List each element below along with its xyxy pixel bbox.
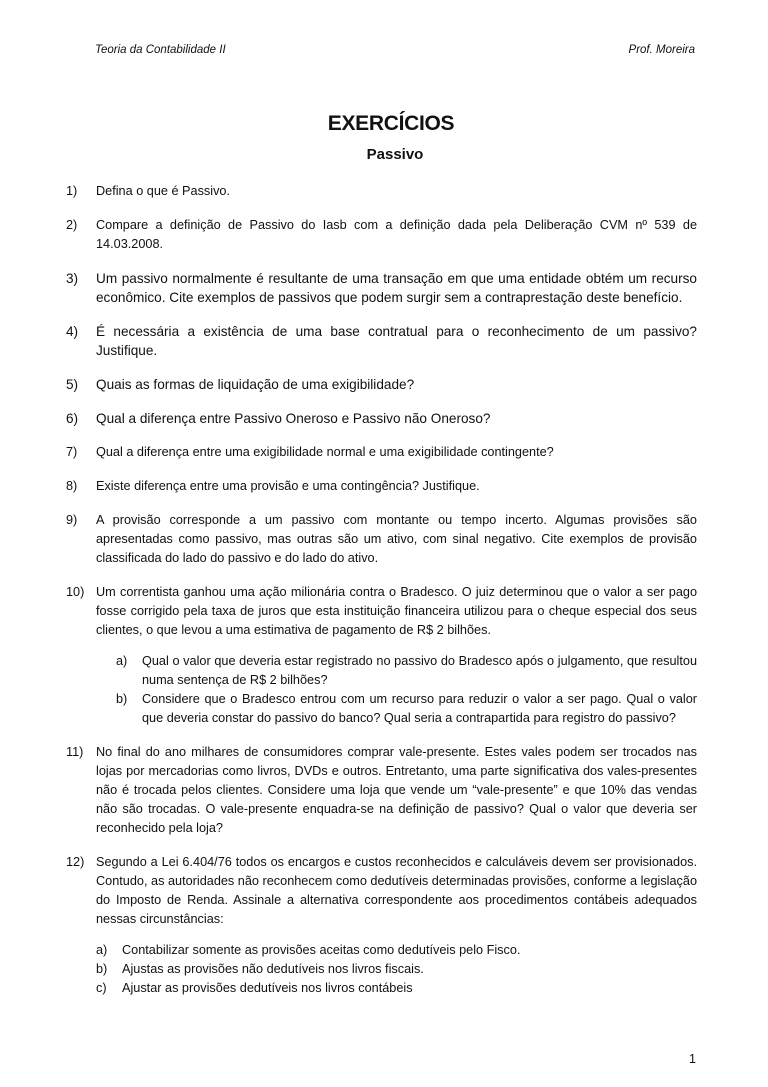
option-text: Ajustas as provisões não dedutíveis nos livros fiscais. xyxy=(122,962,424,976)
page-subtitle: Passivo xyxy=(366,146,424,163)
question-text: A provisão corresponde a um passivo com montante ou tempo incerto. Algumas provisões são apresentadas como passivo, mas outras são um ativo, com sinal negativo. Cite exemplos de provisão classificada do lado do passivo e do lado do ativo. xyxy=(96,513,697,565)
question-item xyxy=(66,216,697,254)
question-item xyxy=(66,375,697,394)
question-item xyxy=(66,269,697,307)
question-item xyxy=(66,853,697,998)
question-number: 8) xyxy=(66,479,78,493)
question-number: 6) xyxy=(66,411,79,426)
question-number: 5) xyxy=(66,377,79,392)
question-item xyxy=(66,322,697,360)
answer-options xyxy=(96,941,697,998)
sub-question-text: Considere que o Bradesco entrou com um recurso para reduzir o valor a ser pago. Qual o valor que deveria constar do passivo do banco? Qual seria a contrapartida para registro do passivo? xyxy=(142,692,697,725)
question-text: Quais as formas de liquidação de uma exigibilidade? xyxy=(96,377,415,392)
question-text: Defina o que é Passivo. xyxy=(96,184,231,198)
sub-question-label: a) xyxy=(116,654,128,668)
answer-option xyxy=(96,941,697,960)
question-number: 12) xyxy=(66,855,85,869)
question-list xyxy=(66,182,697,1013)
option-text: Contabilizar somente as provisões aceitas como dedutíveis pelo Fisco. xyxy=(122,943,521,957)
question-item xyxy=(66,583,697,728)
answer-option xyxy=(96,979,697,998)
sub-question-text: Qual o valor que deveria estar registrado no passivo do Bradesco após o julgamento, que resultou numa sentença de R$ 2 bilhões? xyxy=(142,654,697,687)
sub-question-item xyxy=(116,690,697,728)
question-text: Existe diferença entre uma provisão e uma contingência? Justifique. xyxy=(96,479,480,493)
question-text: Um passivo normalmente é resultante de uma transação em que uma entidade obtém um recurso econômico. Cite exemplos de passivos que podem surgir sem a contraprestação deste benefício. xyxy=(96,271,697,305)
question-text: Qual a diferença entre Passivo Oneroso e Passivo não Oneroso? xyxy=(96,411,491,426)
option-label: b) xyxy=(96,962,108,976)
question-item xyxy=(66,743,697,838)
question-text: É necessária a existência de uma base contratual para o reconhecimento de um passivo? Justifique. xyxy=(96,324,697,358)
question-number: 4) xyxy=(66,324,79,339)
question-text: Um correntista ganhou uma ação milionária contra o Bradesco. O juiz determinou que o valor a ser pago fosse corrigido pela taxa de juros que esta instituição financeira utilizou para o cheque especial dos seus clientes, o que levou a uma estimativa de pagamento de R$ 2 bilhões. xyxy=(96,585,697,637)
header-course: Teoria da Contabilidade II xyxy=(95,44,226,56)
question-item xyxy=(66,477,697,496)
question-text: Compare a definição de Passivo do Iasb com a definição dada pela Deliberação CVM nº 539 de 14.03.2008. xyxy=(96,218,697,251)
question-number: 9) xyxy=(66,513,78,527)
question-number: 11) xyxy=(66,745,84,759)
question-text: No final do ano milhares de consumidores comprar vale-presente. Estes vales podem ser trocados nas lojas por mercadorias como livros, DVDs e outros. Entretanto, uma parte significativa dos vales-presentes não é trocada pelos clientes. Considere uma loja que vende um “vale-presente” e que 10% das vendas não são trocadas. O vale-presente enquadra-se na definição de passivo? Qual o valor que deveria ser reconhecido pela loja? xyxy=(96,745,697,835)
question-number: 2) xyxy=(66,218,78,232)
option-label: c) xyxy=(96,981,107,995)
question-number: 7) xyxy=(66,445,78,459)
question-item xyxy=(66,511,697,568)
page-title: EXERCÍCIOS xyxy=(327,112,455,135)
option-label: a) xyxy=(96,943,108,957)
question-number: 10) xyxy=(66,585,85,599)
question-number: 3) xyxy=(66,271,79,286)
question-number: 1) xyxy=(66,184,78,198)
header-professor: Prof. Moreira xyxy=(628,44,695,56)
option-text: Ajustar as provisões dedutíveis nos livros contábeis xyxy=(122,981,413,995)
question-item xyxy=(66,443,697,462)
question-text: Qual a diferença entre uma exigibilidade normal e uma exigibilidade contingente? xyxy=(96,445,554,459)
sub-question-item xyxy=(116,652,697,690)
question-text: Segundo a Lei 6.404/76 todos os encargos e custos reconhecidos e calculáveis devem ser provisionados. Contudo, as autoridades não reconhecem como dedutíveis determinadas provisões, conforme a legislação do Imposto de Renda. Assinale a alternativa correspondente aos procedimentos contábeis adequados nessas circunstâncias: xyxy=(96,855,697,926)
answer-option xyxy=(96,960,697,979)
sub-question-list xyxy=(116,652,697,728)
page-number: 1 xyxy=(689,1052,696,1066)
question-item xyxy=(66,409,697,428)
question-item xyxy=(66,182,697,201)
sub-question-label: b) xyxy=(116,692,128,706)
